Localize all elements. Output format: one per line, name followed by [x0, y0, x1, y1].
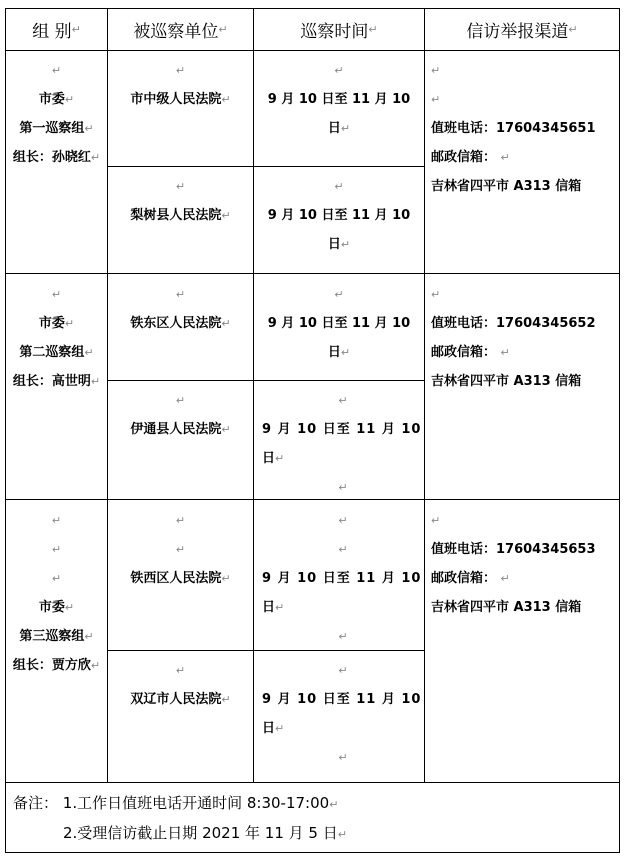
time-line-2 [262, 593, 424, 622]
return-mark: ↵ [175, 514, 186, 527]
group-leader [6, 367, 107, 396]
header-time-label: 巡察时间 [300, 22, 369, 42]
return-mark: ↵ [275, 722, 285, 735]
cell-text: 第二巡察组 [19, 345, 85, 360]
return-mark: ↵ [338, 751, 348, 764]
return-mark: ↵ [175, 180, 186, 193]
return-mark: ↵ [338, 514, 348, 527]
blank-line [108, 506, 253, 535]
unit-name [108, 309, 253, 338]
return-mark: ↵ [51, 288, 62, 301]
group-line-1 [6, 593, 107, 622]
blank-line [262, 386, 424, 415]
mailbox-label [431, 564, 619, 593]
unit-cell [108, 56, 253, 114]
return-mark: ↵ [64, 601, 75, 614]
unit-divider-1 [107, 166, 424, 167]
group-line-1 [6, 85, 107, 114]
blank-line [262, 473, 424, 502]
note-label: 备注： [13, 794, 59, 812]
blank-line [6, 564, 107, 593]
channel-cell [425, 56, 619, 201]
unit-name [108, 685, 253, 714]
cell-text: 伊通县人民法院 [130, 422, 222, 437]
note-line-2 [13, 819, 613, 849]
time-line-1: 9 月 10 日至 11 月 10 [262, 571, 422, 586]
time-line-1: 9 月 10 日至 11 月 10 [267, 208, 411, 223]
header-channel-label: 信访举报渠道 [466, 22, 569, 42]
unit-cell [108, 656, 253, 714]
time-line-2 [254, 114, 424, 143]
header-unit-label: 被巡察单位 [133, 22, 219, 42]
return-mark: ↵ [221, 209, 231, 222]
blank-line [431, 506, 619, 535]
blank-line [108, 56, 253, 85]
mailbox-address: 吉林省四平市 A313 信箱 [431, 179, 582, 194]
group-cell [6, 56, 107, 172]
return-mark: ↵ [175, 288, 186, 301]
cell-text: 日 [327, 345, 341, 360]
group1-divider [5, 273, 620, 274]
cell-text: 市中级人民法院 [130, 92, 222, 107]
unit-name [108, 85, 253, 114]
group-name [6, 114, 107, 143]
return-mark: ↵ [334, 64, 344, 77]
blank-line [6, 506, 107, 535]
blank-line [262, 535, 424, 564]
return-mark: ↵ [368, 23, 378, 36]
mailbox-address: 吉林省四平市 A313 信箱 [431, 374, 582, 389]
return-mark: ↵ [340, 238, 351, 251]
return-mark: ↵ [71, 23, 81, 36]
return-mark: ↵ [64, 93, 75, 106]
time-cell [254, 172, 424, 259]
cell-text: 组长：高世明 [12, 374, 91, 389]
table-border-bottom [5, 852, 620, 853]
time-cell [254, 506, 424, 651]
return-mark: ↵ [338, 481, 348, 494]
return-mark: ↵ [221, 423, 231, 436]
return-mark: ↵ [51, 514, 62, 527]
return-mark: ↵ [51, 572, 62, 585]
return-mark: ↵ [51, 543, 62, 556]
return-mark: ↵ [175, 394, 186, 407]
blank-line [254, 172, 424, 201]
return-mark: ↵ [51, 64, 62, 77]
unit-cell [108, 386, 253, 444]
return-mark: ↵ [90, 659, 101, 672]
blank-line [262, 506, 424, 535]
return-mark: ↵ [221, 93, 231, 106]
time-cell [254, 386, 424, 502]
group-name [6, 622, 107, 651]
blank-line [108, 535, 253, 564]
cell-text: 邮政信箱： [431, 571, 497, 586]
table-border-right [619, 8, 620, 853]
return-mark: ↵ [334, 288, 344, 301]
group-leader [6, 651, 107, 680]
header-time [254, 9, 424, 50]
blank-line [6, 535, 107, 564]
note-item-2: 2.受理信访截止日期 2021 年 11 月 5 日 [63, 824, 338, 842]
cell-text: 第一巡察组 [19, 121, 85, 136]
unit-name [108, 564, 253, 593]
return-mark: ↵ [175, 543, 186, 556]
time-line-2 [262, 714, 424, 743]
return-mark: ↵ [218, 23, 228, 36]
return-mark: ↵ [340, 346, 351, 359]
time-line-1: 9 月 10 日至 11 月 10 [262, 422, 422, 437]
cell-text: 日 [262, 451, 276, 466]
return-mark: ↵ [221, 572, 231, 585]
return-mark: ↵ [275, 452, 285, 465]
return-mark: ↵ [431, 93, 441, 106]
header-group [6, 9, 107, 50]
cell-text: 铁东区人民法院 [130, 316, 222, 331]
return-mark: ↵ [337, 828, 347, 841]
blank-line [108, 172, 253, 201]
mailbox-address: 吉林省四平市 A313 信箱 [431, 600, 582, 615]
cell-text: 组长：贾方欣 [12, 658, 91, 673]
group-cell [6, 280, 107, 396]
blank-line [254, 280, 424, 309]
return-mark: ↵ [500, 346, 510, 359]
cell-text: 邮政信箱： [431, 150, 497, 165]
time-line-2 [262, 444, 424, 473]
blank-line [431, 85, 619, 114]
note-line-1 [13, 789, 613, 819]
channel-cell [425, 506, 619, 622]
cell-text: 邮政信箱： [431, 345, 497, 360]
blank-line [262, 622, 424, 651]
return-mark: ↵ [338, 664, 348, 677]
notes-cell [13, 789, 613, 849]
blank-line [6, 56, 107, 85]
time-cell [254, 56, 424, 143]
return-mark: ↵ [500, 151, 510, 164]
blank-line [254, 56, 424, 85]
return-mark: ↵ [275, 601, 285, 614]
group-leader [6, 143, 107, 172]
return-mark: ↵ [334, 180, 344, 193]
cell-text: 日 [327, 237, 341, 252]
header-group-label: 组 别 [32, 22, 72, 42]
header-channel [425, 9, 619, 50]
return-mark: ↵ [64, 317, 75, 330]
return-mark: ↵ [175, 64, 186, 77]
duty-phone: 值班电话：17604345652 [431, 316, 596, 331]
duty-phone: 值班电话：17604345653 [431, 542, 596, 557]
return-mark: ↵ [338, 394, 348, 407]
notes-divider [5, 782, 620, 783]
return-mark: ↵ [221, 317, 231, 330]
mailbox-label [431, 338, 619, 367]
duty-phone: 值班电话：17604345651 [431, 121, 596, 136]
return-mark: ↵ [431, 64, 441, 77]
time-line-2 [254, 338, 424, 367]
cell-text: 市委 [38, 92, 65, 107]
channel-cell [425, 280, 619, 396]
time-cell [254, 656, 424, 772]
group-cell [6, 506, 107, 680]
return-mark: ↵ [90, 375, 101, 388]
group-line-1 [6, 309, 107, 338]
return-mark: ↵ [221, 693, 231, 706]
return-mark: ↵ [431, 514, 441, 527]
blank-line [6, 280, 107, 309]
return-mark: ↵ [175, 664, 186, 677]
unit-cell [108, 172, 253, 230]
unit-divider-2 [107, 380, 424, 381]
return-mark: ↵ [338, 630, 348, 643]
time-line-2 [254, 230, 424, 259]
return-mark: ↵ [340, 122, 351, 135]
return-mark: ↵ [338, 543, 348, 556]
group-name [6, 338, 107, 367]
unit-cell [108, 280, 253, 338]
return-mark: ↵ [500, 572, 510, 585]
blank-line [431, 56, 619, 85]
cell-text: 日 [327, 121, 341, 136]
blank-line [108, 656, 253, 685]
unit-name [108, 201, 253, 230]
return-mark: ↵ [90, 151, 101, 164]
time-cell [254, 280, 424, 367]
time-line-1: 9 月 10 日至 11 月 10 [267, 316, 411, 331]
note-item-1: 1.工作日值班电话开通时间 8:30-17:00 [62, 794, 330, 812]
blank-line [262, 743, 424, 772]
return-mark: ↵ [84, 122, 94, 135]
cell-text: 市委 [38, 316, 65, 331]
blank-line [431, 280, 619, 309]
blank-line [108, 280, 253, 309]
return-mark: ↵ [431, 288, 441, 301]
time-line-1: 9 月 10 日至 11 月 10 [262, 692, 422, 707]
cell-text: 日 [262, 600, 276, 615]
blank-line [262, 656, 424, 685]
return-mark: ↵ [84, 630, 94, 643]
cell-text: 梨树县人民法院 [130, 208, 222, 223]
unit-name [108, 415, 253, 444]
cell-text: 组长：孙晓红 [12, 150, 91, 165]
mailbox-label [431, 143, 619, 172]
cell-text: 日 [262, 721, 276, 736]
cell-text: 双辽市人民法院 [130, 692, 222, 707]
return-mark: ↵ [568, 23, 578, 36]
cell-text: 第三巡察组 [19, 629, 85, 644]
time-line-1: 9 月 10 日至 11 月 10 [267, 92, 411, 107]
header-divider [5, 50, 620, 51]
header-unit [108, 9, 253, 50]
unit-cell [108, 506, 253, 593]
cell-text: 市委 [38, 600, 65, 615]
blank-line [108, 386, 253, 415]
cell-text: 铁西区人民法院 [130, 571, 222, 586]
inspection-table [5, 8, 620, 853]
return-mark: ↵ [329, 798, 339, 811]
return-mark: ↵ [84, 346, 94, 359]
